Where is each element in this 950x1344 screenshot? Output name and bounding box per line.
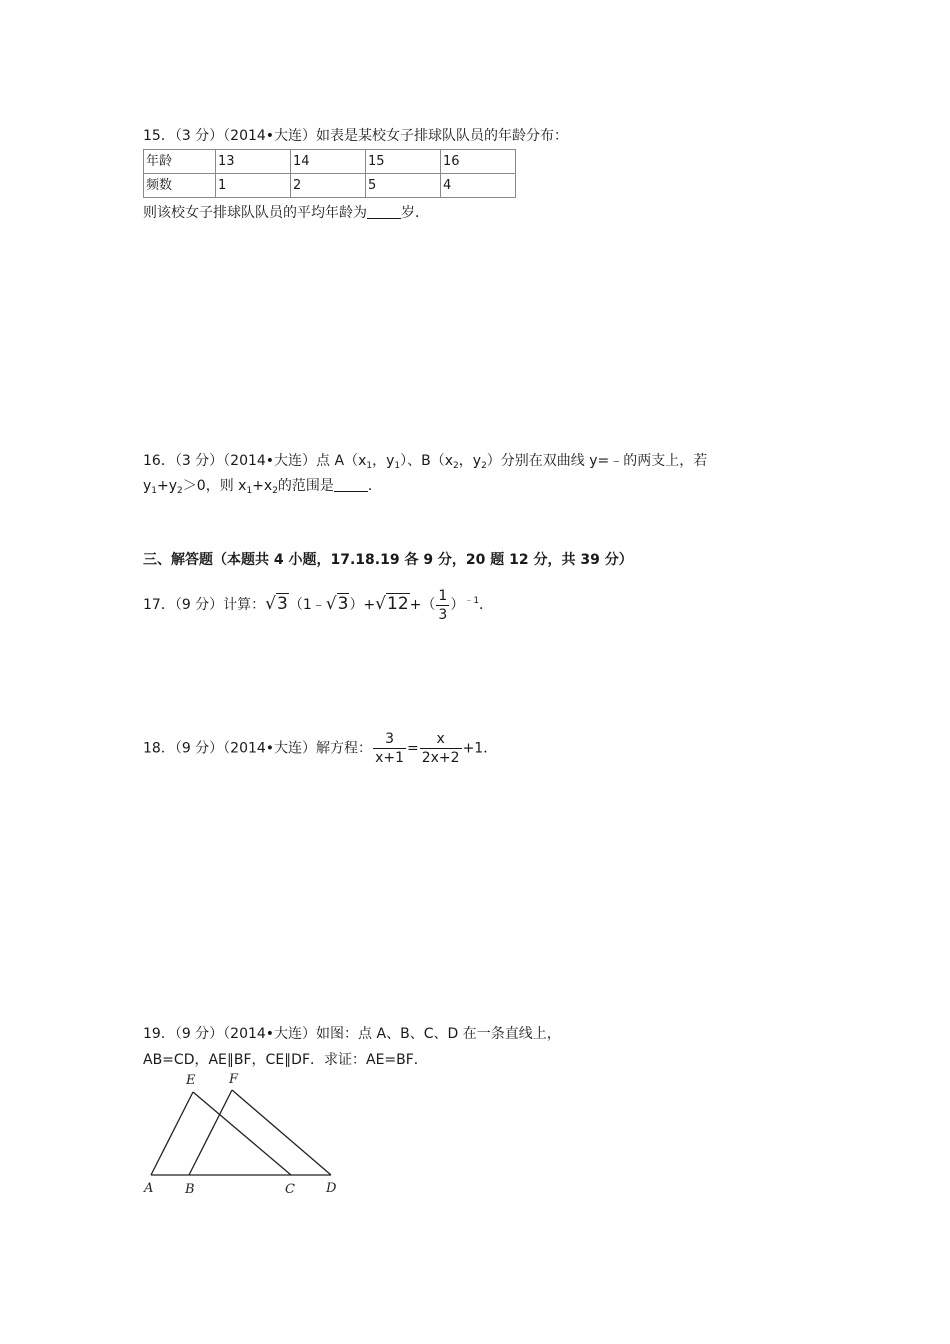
- q17-text: ．: [479, 597, 494, 613]
- section-heading: 三、解答题（本题共 4 小题，17.18.19 各 9 分，20 题 12 分，共 39 分）: [143, 552, 633, 568]
- q16-text: ．: [367, 478, 382, 494]
- table-row: [144, 150, 516, 174]
- q15-tail-end: 岁．: [401, 205, 429, 221]
- numerator: x: [420, 730, 462, 749]
- sqrt-3: √3: [325, 594, 349, 614]
- denominator: x+1: [375, 750, 404, 766]
- radicand: 3: [337, 594, 349, 614]
- fraction-right: [420, 730, 462, 767]
- table-cell: 2: [291, 174, 366, 198]
- table-cell: 频数: [144, 174, 216, 198]
- table-cell: 年龄: [144, 150, 216, 174]
- q16-text: ＞0，则 x: [182, 478, 247, 494]
- sqrt-3: √3: [265, 594, 288, 614]
- q16-line2: [143, 476, 382, 501]
- denominator: 3: [438, 606, 448, 623]
- label-e: E: [186, 1073, 196, 1088]
- exponent: ﹣1: [464, 596, 480, 606]
- segment-bf: [189, 1090, 232, 1175]
- label-b: B: [185, 1182, 195, 1197]
- table-cell: 15: [366, 150, 441, 174]
- q15-tail-text: 则该校女子排球队队员的平均年龄为: [143, 205, 367, 221]
- fraction-left: [373, 730, 406, 767]
- label-c: C: [285, 1182, 295, 1197]
- q16-text: 16．（3 分）（2014•大连）点 A（x: [143, 453, 367, 469]
- subscript: 2: [177, 486, 183, 496]
- q17-text: ）: [450, 597, 465, 613]
- q15-tail: [143, 203, 429, 223]
- subscript: 1: [394, 461, 401, 471]
- denominator: 2x+2: [421, 750, 460, 766]
- subscript: 1: [366, 461, 373, 471]
- label-d: D: [326, 1181, 337, 1196]
- q17-expression: [143, 586, 493, 624]
- q16-text: ，y: [372, 453, 395, 469]
- numerator: 3: [373, 730, 406, 749]
- q16-line1: [143, 451, 707, 476]
- answer-blank: [367, 204, 401, 219]
- numerator: 1: [438, 587, 448, 604]
- table-cell: 14: [291, 150, 366, 174]
- q19-line1: 19．（9 分）（2014•大连）如图：点 A、B、C、D 在一条直线上，: [143, 1026, 561, 1042]
- subscript: 2: [453, 461, 459, 471]
- fraction-one-third: [436, 587, 449, 624]
- table-cell: 5: [366, 174, 441, 198]
- segment-ae: [151, 1092, 193, 1175]
- table-cell: 1: [216, 174, 291, 198]
- q18-equation: [143, 730, 497, 767]
- answer-blank: [334, 477, 368, 492]
- q17-text: ）+: [349, 597, 376, 613]
- q16-text: +x: [252, 478, 273, 494]
- table-cell: 13: [216, 150, 291, 174]
- q17-lead: 17．（9 分）计算：: [143, 597, 266, 613]
- q16-text: y: [143, 478, 152, 494]
- q16-text: +y: [157, 478, 178, 494]
- q16-text: ）、B（x: [400, 453, 454, 469]
- subscript: 2: [272, 486, 278, 496]
- radicand: 12: [387, 594, 409, 614]
- subscript: 1: [151, 486, 158, 496]
- subscript: 2: [481, 461, 487, 471]
- q18-text: =: [407, 740, 419, 757]
- label-a: A: [144, 1181, 154, 1196]
- q16-text: ）分别在双曲线 y=﹣的两支上，若: [486, 453, 708, 469]
- q16-text: ，y: [458, 453, 482, 469]
- q18-text: +1．: [462, 740, 498, 757]
- q18-lead: 18．（9 分）（2014•大连）解方程：: [143, 740, 373, 757]
- table-cell: 4: [441, 174, 516, 198]
- segment-ec: [193, 1092, 291, 1175]
- segment-fd: [232, 1090, 331, 1175]
- q17-text: （1﹣: [288, 597, 326, 613]
- q19-line2: AB=CD，AE∥BF，CE∥DF．求证：AE=BF．: [143, 1052, 428, 1068]
- age-frequency-table: [143, 149, 516, 198]
- sqrt-12: √12: [375, 594, 409, 614]
- radicand: 3: [277, 594, 288, 614]
- table-cell: 16: [441, 150, 516, 174]
- geometry-figure: [138, 1068, 358, 1203]
- q17-text: +（: [409, 597, 436, 613]
- subscript: 1: [246, 486, 253, 496]
- label-f: F: [229, 1072, 239, 1087]
- q16-text: 的范围是: [277, 478, 334, 494]
- q15-lead: 15．（3 分）（2014•大连）如表是某校女子排球队队员的年龄分布：: [143, 128, 569, 144]
- table-row: [144, 174, 516, 198]
